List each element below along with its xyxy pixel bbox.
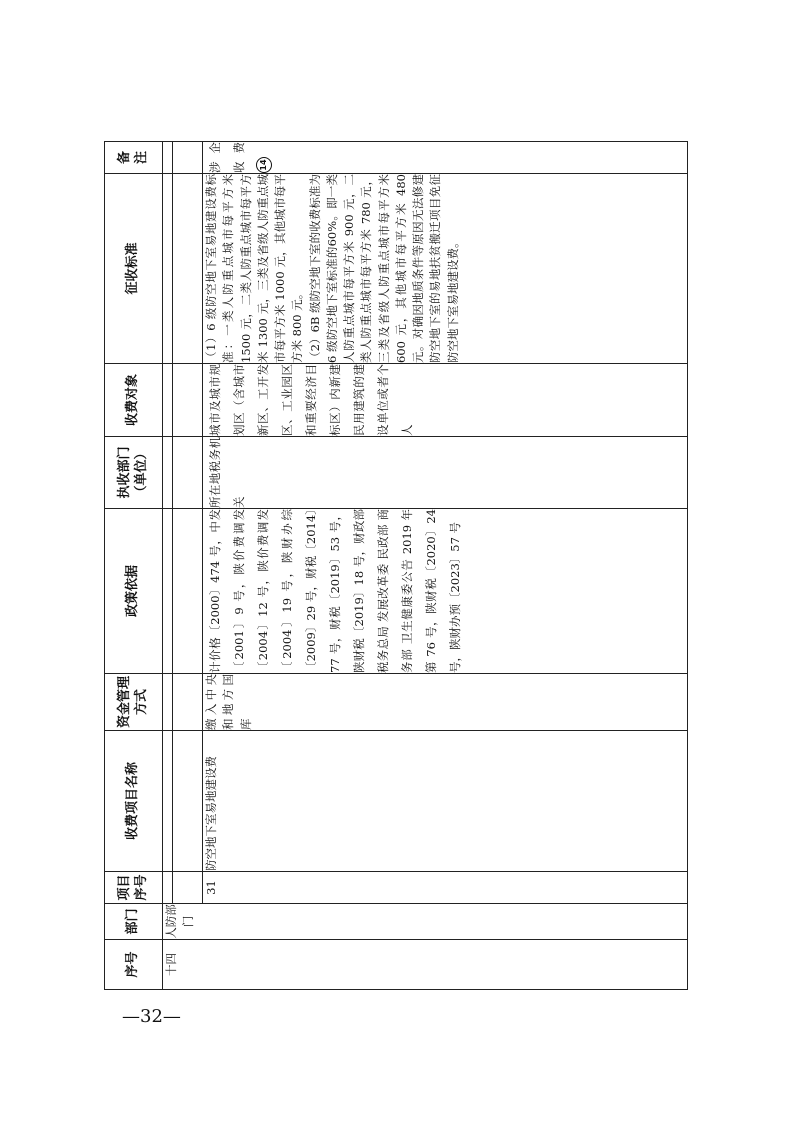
empty-cell	[163, 674, 173, 731]
empty-cell	[173, 364, 203, 437]
spacer-row	[173, 142, 203, 990]
fee-item-row	[203, 142, 688, 990]
header-remark: 备 注	[105, 142, 163, 174]
payer: 城市及城市规划区（含城市新区、工开发区、工业园区和重要经济目标区）内新建民用建筑的建设单位或者个人	[203, 364, 688, 437]
fee-table-rotated-frame	[104, 137, 688, 990]
empty-cell	[173, 509, 203, 674]
standard-para-1: （1）6 级防空地下室易地建设费标准：一类人防重点城市每平方米 1500 元，二类人防重点城市每平方米 1300 元，三类及省级人防重点城市每平方米 1000 元，其他城市每平方米 800 元。	[204, 174, 305, 363]
header-dept: 部门	[105, 904, 163, 940]
empty-cell	[163, 731, 173, 872]
header-policy: 政策依据	[105, 509, 163, 674]
empty-cell	[163, 437, 173, 509]
fund-mgmt: 缴入中央和地方国库	[203, 674, 688, 731]
empty-cell	[163, 364, 173, 437]
empty-cell	[173, 731, 203, 872]
collector: 所在地税务机关	[203, 437, 688, 509]
header-fund-mgmt: 资金管理方式	[105, 674, 163, 731]
standard	[203, 174, 688, 364]
section-row	[163, 142, 173, 990]
empty-cell	[173, 174, 203, 364]
section-dept: 人防部门	[163, 904, 688, 940]
page-number: —32—	[122, 1006, 181, 1027]
header-collector: 执收部门（单位）	[105, 437, 163, 509]
policy-basis: 计价格〔2000〕474 号，中发〔2001〕9 号，陕价费调发〔2004〕12 号，陕价费调发〔2004〕19 号，陕财办综〔2009〕29 号，财税〔2014〕77 号，财税〔2019〕53 号，陕财税〔2019〕18 号，财政部 税务总局 发展改革委 民政部 商务部 卫生健康委公告 2019 年第 76 号，陕财税〔2020〕24 号，陕财办预〔2023〕57 号	[203, 509, 688, 674]
header-item-seq: 项目序号	[105, 872, 163, 904]
empty-cell	[173, 674, 203, 731]
empty-cell	[163, 174, 173, 364]
item-seq: 31	[203, 872, 688, 904]
circled-number-icon: 14	[256, 157, 272, 173]
empty-cell	[163, 509, 173, 674]
header-seq: 序号	[105, 940, 163, 990]
header-row	[105, 142, 163, 990]
header-item-name: 收费项目名称	[105, 731, 163, 872]
remark	[203, 142, 688, 174]
empty-cell	[173, 437, 203, 509]
standard-para-2: （2）6B 级防空地下室的收费标准为 6 级防空地下室标准的60%。即一类人防重点城市每平方米 900 元，二类人防重点城市每平方米 780 元，三类及省级人防重点城市每平方米 600 元，其他城市每平方米 480 元。对确因地质条件等原因无法修建防空地下室的易地扶贫搬迁项目免征防空地下室易地建设费。	[307, 174, 460, 363]
empty-cell	[173, 872, 203, 904]
header-standard: 征收标准	[105, 174, 163, 364]
header-payer: 收费对象	[105, 364, 163, 437]
section-seq: 十四	[163, 940, 688, 990]
fee-table	[104, 137, 688, 990]
remark-text: 涉企收费	[208, 142, 246, 173]
item-name: 防空地下室易地建设费	[203, 731, 688, 872]
empty-cell	[173, 142, 203, 174]
empty-cell	[163, 142, 173, 174]
empty-cell	[163, 872, 173, 904]
